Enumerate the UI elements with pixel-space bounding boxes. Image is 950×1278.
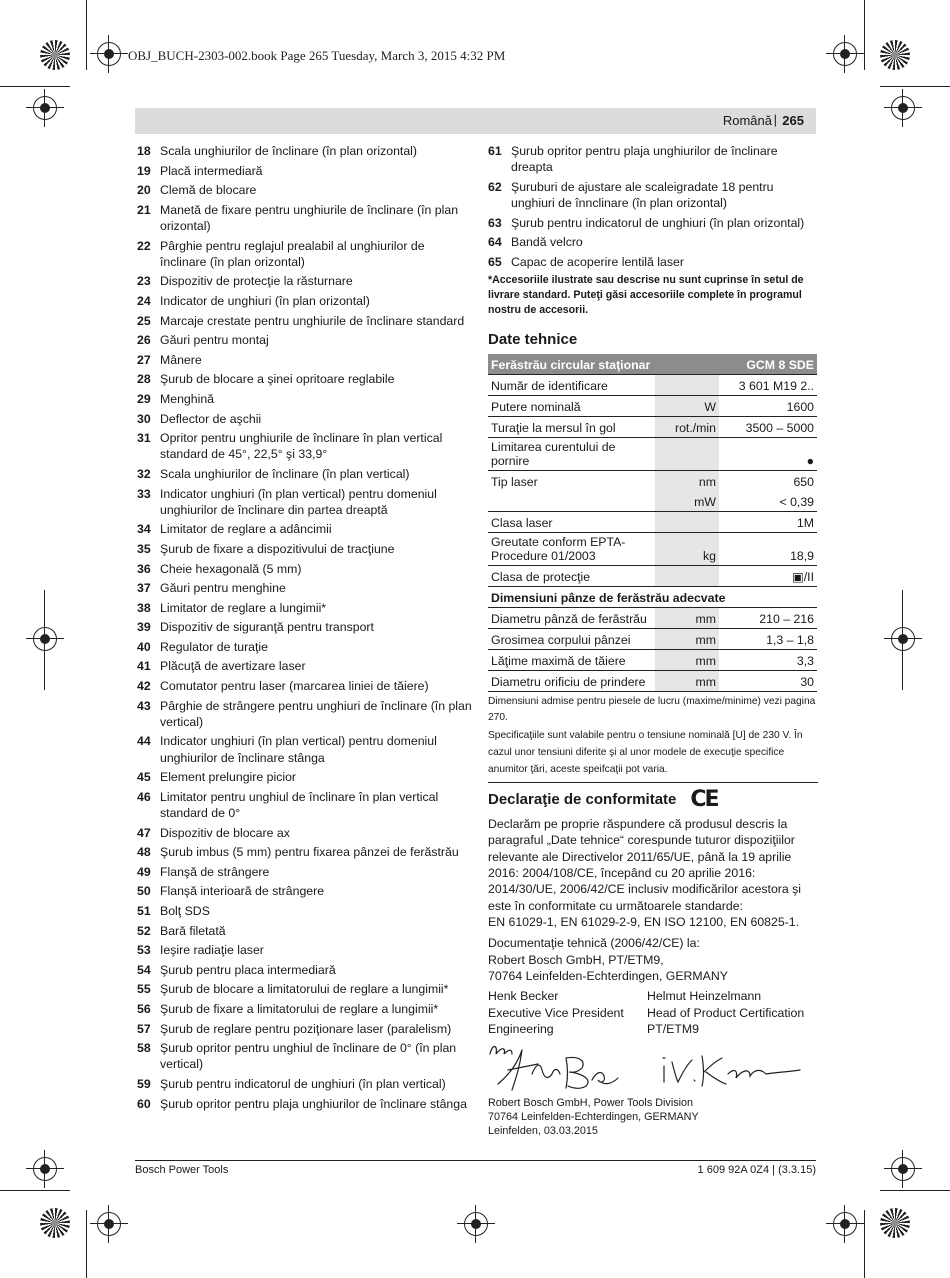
doc-city: 70764 Leinfelden-Echterdingen, GERMANY: [488, 968, 728, 983]
list-item: [137, 678, 472, 694]
tech-note-voltage: Specificaţiile sunt valabile pentru o tensiune nominală [U] de 230 V. În cazul unor tensiuni diferite şi al unor modele de execuţie specifice anumitor ţări, aceste speifcaţii pot varia.: [488, 730, 803, 776]
list-item: [137, 163, 472, 179]
crop-line: [880, 86, 950, 87]
item-number: 28: [137, 372, 151, 387]
declaration-heading: [488, 787, 818, 812]
item-number: 25: [137, 313, 151, 328]
spec-name: Limitarea curentului de pornire: [488, 438, 655, 471]
list-item: [137, 371, 472, 387]
registration-mark-bottom-left: [40, 1208, 70, 1238]
footer-rule: [135, 1160, 816, 1161]
spec-value: ●: [719, 438, 817, 471]
spec-unit: [655, 566, 719, 587]
spec-unit: rot./min: [655, 417, 719, 438]
declaration-text: Declarăm pe proprie răspundere că produsul descris la paragraful „Date tehnice“ corespunde tuturor dispoziţiilor relevante ale Directivelor 2011/65/UE, până la 19 aprilie 2016: 2004/108/CE, începând cu 20 aprilie 2016: 2014/30/UE, 2006/42/CE inclusiv modificărilor acestora şi este în conformitate cu următoarele standarde:: [488, 817, 802, 913]
crosshair-mark: [891, 1157, 915, 1181]
table-row: [488, 533, 817, 566]
item-text: Dispozitiv de protecţie la răsturnare: [160, 274, 353, 289]
tech-note-workpiece: Dimensiuni admise pentru piesele de lucru (maxime/minime) vezi pagina 270.: [488, 696, 816, 724]
crosshair-mark: [33, 1157, 57, 1181]
item-text: Capac de acoperire lentilă laser: [511, 254, 684, 269]
registration-mark-bottom-right: [880, 1208, 910, 1238]
item-text: Şurub de blocare a şinei opritoare reglabile: [160, 372, 395, 387]
print-header: OBJ_BUCH-2303-002.book Page 265 Tuesday, March 3, 2015 4:32 PM: [128, 48, 506, 63]
item-text: Clemă de blocare: [160, 183, 257, 198]
list-item: [137, 293, 472, 309]
item-number: 52: [137, 923, 151, 938]
table-row: [488, 438, 817, 471]
item-text: Şurub opritor pentru plaja unghiurilor de înclinare stânga: [160, 1096, 467, 1111]
declaration-footer: [488, 1096, 818, 1139]
table-row: [488, 566, 817, 587]
item-number: 50: [137, 884, 151, 899]
table-row: [488, 491, 817, 512]
list-item: [137, 143, 472, 159]
footer-brand: Bosch Power Tools: [135, 1164, 229, 1176]
table-header-model: GCM 8 SDE: [719, 354, 817, 375]
list-item: [137, 923, 472, 939]
item-text: Indicator unghiuri (în plan vertical) pentru domeniul unghiurilor de înclinare stânga: [160, 734, 437, 765]
item-number: 30: [137, 411, 151, 426]
item-text: Mânere: [160, 352, 202, 367]
spec-value: 1M: [719, 512, 817, 533]
crop-line: [864, 0, 865, 70]
table-row: [488, 608, 817, 629]
item-number: 53: [137, 943, 151, 958]
item-number: 62: [488, 179, 502, 194]
item-text: Pârghie pentru reglajul prealabil al unghiurilor de înclinare (în plan orizontal): [160, 238, 425, 269]
page-header-band: [135, 108, 816, 134]
list-item: [137, 1076, 472, 1092]
table-row: [488, 512, 817, 533]
item-number: 23: [137, 274, 151, 289]
item-number: 35: [137, 541, 151, 556]
item-text: Şurub de reglare pentru poziţionare laser (paralelism): [160, 1021, 452, 1036]
item-number: 32: [137, 466, 151, 481]
spec-unit: mm: [655, 650, 719, 671]
signer2-title: Head of Product Certification: [647, 1005, 805, 1020]
signer1-name: Henk Becker: [488, 989, 559, 1004]
item-number: 64: [488, 235, 502, 250]
list-item: [137, 1021, 472, 1037]
spec-value: 18,9: [719, 533, 817, 566]
handwritten-signatures: [488, 1040, 817, 1098]
list-item: [488, 215, 818, 231]
crop-line: [0, 86, 70, 87]
list-item: [137, 352, 472, 368]
spec-unit: nm: [655, 471, 719, 492]
list-item: [137, 883, 472, 899]
spec-value: 3 601 M19 2..: [719, 375, 817, 396]
item-text: Opritor pentru unghiurile de înclinare în plan vertical standard de 45°, 22,5° şi 33,9°: [160, 431, 443, 462]
item-number: 33: [137, 486, 151, 501]
signer2-name: Helmut Heinzelmann: [647, 989, 762, 1004]
item-number: 47: [137, 825, 151, 840]
list-item: [137, 430, 472, 462]
spec-value: 1,3 – 1,8: [719, 629, 817, 650]
item-number: 38: [137, 600, 151, 615]
item-number: 61: [488, 144, 502, 158]
list-item: [137, 332, 472, 348]
list-item: [137, 182, 472, 198]
tech-data-title: Date tehnice: [488, 331, 578, 349]
item-text: Limitator pentru unghiul de înclinare în plan vertical standard de 0°: [160, 789, 439, 821]
ce-mark-icon: CE: [690, 787, 718, 813]
list-item: [137, 238, 472, 270]
crosshair-mark: [891, 96, 915, 120]
item-number: 18: [137, 144, 151, 158]
doc-company: Robert Bosch GmbH, PT/ETM9,: [488, 952, 664, 967]
accessories-note: *Accesoriile ilustrate sau descrise nu sunt cuprinse în setul de livrare standard. Puteţi găsi accesoriile complete în programul nostru de accesorii.: [488, 274, 804, 316]
item-number: 39: [137, 620, 151, 635]
item-text: Dispozitiv de siguranţă pentru transport: [160, 620, 374, 635]
item-number: 24: [137, 293, 151, 308]
item-number: 34: [137, 522, 151, 537]
page-number: 265: [782, 113, 804, 128]
item-number: 37: [137, 581, 151, 596]
item-text: Şurub imbus (5 mm) pentru fixarea pânzei de ferăstrău: [160, 845, 459, 860]
item-text: Scala unghiurilor de înclinare (în plan orizontal): [160, 144, 418, 158]
spec-name: Turaţie la mersul în gol: [488, 417, 655, 438]
item-number: 29: [137, 391, 151, 406]
spec-name: Diametru pânză de ferăstrău: [488, 608, 655, 629]
list-item: [137, 639, 472, 655]
footer-city: 70764 Leinfelden-Echterdingen, GERMANY: [488, 1110, 699, 1123]
spec-unit: [655, 438, 719, 471]
list-item: [137, 733, 472, 765]
list-item: [488, 179, 818, 211]
list-item: [137, 844, 472, 860]
list-item: [137, 580, 472, 596]
item-number: 40: [137, 639, 151, 654]
item-text: Cheie hexagonală (5 mm): [160, 561, 302, 576]
item-number: 59: [137, 1076, 151, 1091]
item-text: Găuri pentru montaj: [160, 333, 269, 348]
spec-unit: [655, 512, 719, 533]
item-text: Menghină: [160, 391, 215, 406]
spec-name: Greutate conform EPTA-Procedure 01/2003: [488, 533, 655, 566]
spec-value: < 0,39: [719, 491, 817, 512]
list-item: [137, 698, 472, 730]
item-number: 49: [137, 864, 151, 879]
list-item: [137, 789, 472, 821]
item-number: 36: [137, 561, 151, 576]
list-item: [137, 619, 472, 635]
spec-unit: mW: [655, 491, 719, 512]
crop-line: [0, 1190, 70, 1191]
item-number: 60: [137, 1096, 151, 1111]
table-header-name: Ferăstrău circular staţionar: [488, 354, 719, 375]
item-text: Deflector de aşchii: [160, 411, 262, 426]
item-text: Şurub pentru placa intermediară: [160, 962, 336, 977]
item-number: 58: [137, 1041, 151, 1056]
item-number: 63: [488, 215, 502, 230]
page-language: Română: [722, 113, 772, 128]
tech-data-table: [488, 354, 817, 692]
spec-unit: W: [655, 396, 719, 417]
table-row: [488, 375, 817, 396]
list-item: [137, 466, 472, 482]
signer2-dept: PT/ETM9: [647, 1022, 699, 1037]
footer-date: Leinfelden, 03.03.2015: [488, 1125, 598, 1138]
list-item: [137, 202, 472, 234]
list-item: [137, 658, 472, 674]
spec-name: Grosimea corpului pânzei: [488, 629, 655, 650]
spec-value: 3500 – 5000: [719, 417, 817, 438]
item-text: Bară filetată: [160, 923, 226, 938]
spec-value: 30: [719, 671, 817, 692]
list-item: [488, 254, 818, 270]
item-text: Dispozitiv de blocare ax: [160, 825, 290, 840]
table-row: [488, 650, 817, 671]
crosshair-mark: [891, 627, 915, 651]
item-text: Şurub opritor pentru plaja unghiurilor de înclinare dreapta: [511, 144, 778, 175]
signatures: [488, 1040, 818, 1096]
item-text: Regulator de turaţie: [160, 639, 269, 654]
list-item: [137, 1096, 472, 1112]
item-number: 48: [137, 845, 151, 860]
table-header-row: [488, 354, 817, 375]
list-item: [137, 1001, 472, 1017]
list-item: [137, 313, 472, 329]
list-item: [137, 942, 472, 958]
signer1-title: Executive Vice President: [488, 1005, 624, 1020]
crosshair-mark: [33, 627, 57, 651]
crop-line: [44, 590, 45, 690]
parts-list-continued: [488, 143, 818, 270]
declaration-standards: EN 61029-1, EN 61029-2-9, EN ISO 12100, EN 60825-1.: [488, 914, 800, 929]
spec-name: Tip laser: [491, 475, 538, 490]
list-item: [137, 486, 472, 518]
spec-name: Clasa de protecţie: [488, 566, 655, 587]
spec-name: Putere nominală: [488, 396, 655, 417]
list-item: [137, 541, 472, 557]
left-column: [137, 143, 472, 1115]
list-item: [488, 234, 818, 250]
item-number: 56: [137, 1001, 151, 1016]
item-number: 44: [137, 734, 151, 749]
list-item: [137, 1040, 472, 1072]
crosshair-mark: [97, 42, 121, 66]
spec-unit: kg: [655, 533, 719, 566]
item-text: Scala unghiurilor de înclinare (în plan vertical): [160, 466, 410, 481]
spec-name: Diametru orificiu de prindere: [488, 671, 655, 692]
item-text: Pârghie de strângere pentru unghiuri de înclinare (în plan vertical): [160, 698, 472, 729]
footer-company: Robert Bosch GmbH, Power Tools Division: [488, 1096, 694, 1109]
item-text: Element prelungire picior: [160, 770, 297, 785]
list-item: [137, 521, 472, 537]
item-number: 55: [137, 982, 151, 997]
table-row: [488, 396, 817, 417]
registration-mark-top-right: [880, 40, 910, 70]
list-item: [137, 600, 472, 616]
item-text: Ieşire radiaţie laser: [160, 943, 264, 958]
item-number: 27: [137, 352, 151, 367]
item-text: Şurub pentru indicatorul de unghiuri (în plan orizontal): [511, 215, 805, 230]
item-number: 45: [137, 770, 151, 785]
spec-name: [488, 491, 655, 512]
list-item: [137, 864, 472, 880]
technical-documentation: [488, 935, 818, 984]
table-row: [488, 417, 817, 438]
list-item: [137, 903, 472, 919]
item-text: Bolţ SDS: [160, 904, 210, 919]
item-text: Plăcuţă de avertizare laser: [160, 659, 306, 674]
crop-line: [880, 1190, 950, 1191]
list-item: [137, 825, 472, 841]
crosshair-mark: [33, 96, 57, 120]
item-text: Limitator de reglare a adâncimii: [160, 522, 332, 537]
spec-unit: mm: [655, 671, 719, 692]
spec-name: Număr de identificare: [488, 375, 655, 396]
list-item: [137, 981, 472, 997]
spec-value: 210 – 216: [719, 608, 817, 629]
item-number: 22: [137, 238, 151, 253]
item-number: 42: [137, 679, 151, 694]
item-text: Placă intermediară: [160, 163, 263, 178]
item-text: Bandă velcro: [511, 235, 583, 250]
spec-value: ▣/II: [719, 566, 817, 587]
crosshair-mark: [97, 1212, 121, 1236]
item-text: Flanşă interioară de strângere: [160, 884, 325, 899]
crop-line: [86, 1210, 87, 1278]
table-row: [488, 671, 817, 692]
table-subheader: Dimensiuni pânze de ferăstrău adecvate: [488, 587, 817, 608]
item-text: Şurub opritor pentru unghiul de înclinare de 0° (în plan vertical): [160, 1041, 457, 1072]
item-text: Indicator unghiuri (în plan vertical) pentru domeniul unghiurilor de înclinare din partea dreaptă: [160, 486, 437, 517]
crop-line: [864, 1210, 865, 1278]
item-text: Indicator de unghiuri (în plan orizontal): [160, 293, 370, 308]
signers: [488, 988, 818, 1038]
item-number: 31: [137, 431, 151, 446]
table-subheader-row: [488, 587, 817, 608]
table-row: [488, 471, 817, 492]
item-number: 26: [137, 333, 151, 348]
item-text: Şurub de fixare a dispozitivului de tracţiune: [160, 541, 395, 556]
list-item: [137, 391, 472, 407]
item-text: Găuri pentru menghine: [160, 581, 286, 596]
crosshair-mark: [833, 42, 857, 66]
item-text: Şurub de fixare a limitatorului de reglare a lungimii*: [160, 1001, 439, 1016]
item-number: 41: [137, 659, 151, 674]
crosshair-mark: [833, 1212, 857, 1236]
table-row: [488, 629, 817, 650]
spec-value: 650: [793, 475, 814, 490]
crosshair-mark: [464, 1212, 488, 1236]
item-text: Şurub de blocare a limitatorului de reglare a lungimii*: [160, 982, 449, 997]
item-number: 19: [137, 163, 151, 178]
declaration-title: Declaraţie de conformitate: [488, 791, 677, 809]
item-number: 21: [137, 202, 151, 217]
spec-name: Lăţime maximă de tăiere: [488, 650, 655, 671]
spec-unit: mm: [655, 629, 719, 650]
item-number: 54: [137, 962, 151, 977]
list-item: [137, 769, 472, 785]
list-item: [137, 561, 472, 577]
footer-code: 1 609 92A 0Z4 | (3.3.15): [697, 1164, 816, 1176]
item-text: Flanşă de strângere: [160, 864, 270, 879]
item-text: Şurub pentru indicatorul de unghiuri (în plan vertical): [160, 1076, 446, 1091]
spec-value: 3,3: [719, 650, 817, 671]
list-item: [137, 962, 472, 978]
item-number: 57: [137, 1021, 151, 1036]
list-item: [488, 143, 818, 175]
signer1-dept: Engineering: [488, 1022, 554, 1037]
item-text: Manetă de fixare pentru unghiurile de înclinare (în plan orizontal): [160, 202, 459, 233]
item-text: Şuruburi de ajustare ale scaleigradate 18 pentru unghiuri de înnclinare (în plan orizontal): [511, 179, 774, 210]
registration-mark-top-left: [40, 40, 70, 70]
right-column: [488, 143, 818, 1138]
item-text: Marcaje crestate pentru unghiurile de înclinare standard: [160, 313, 465, 328]
crop-line: [86, 0, 87, 70]
item-number: 65: [488, 254, 502, 269]
list-item: [137, 273, 472, 289]
spec-unit: [655, 375, 719, 396]
header-separator: |: [773, 112, 777, 127]
spec-name: Clasa laser: [488, 512, 655, 533]
crop-line: [902, 590, 903, 690]
item-text: Comutator pentru laser (marcarea liniei de tăiere): [160, 679, 429, 694]
item-number: 43: [137, 698, 151, 713]
divider: [488, 782, 818, 783]
doc-label: Documentaţie tehnică (2006/42/CE) la:: [488, 936, 700, 951]
list-item: [137, 411, 472, 427]
item-text: Limitator de reglare a lungimii*: [160, 600, 327, 615]
item-number: 51: [137, 904, 151, 919]
item-number: 46: [137, 789, 151, 804]
item-number: 20: [137, 183, 151, 198]
spec-value: 1600: [719, 396, 817, 417]
spec-unit: mm: [655, 608, 719, 629]
